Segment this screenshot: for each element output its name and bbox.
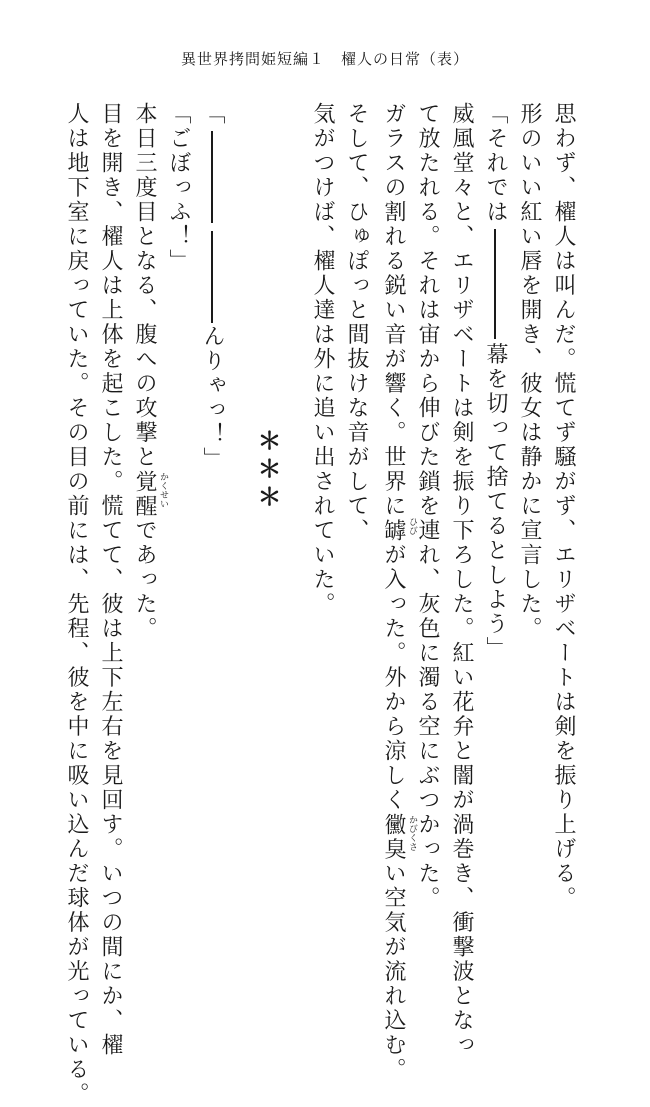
ruby-word	[381, 812, 417, 862]
text-line: 「それでは	[483, 102, 508, 225]
text-line: が入った。外から涼しく	[381, 543, 406, 813]
ruby-base: 罅	[381, 518, 406, 543]
ruby-text: ひび	[407, 516, 417, 535]
section-break: ＊＊＊	[253, 428, 282, 512]
em-dash	[480, 225, 510, 343]
text-line: 幕を切って捨てるとしよう」	[483, 342, 508, 661]
text-column	[514, 102, 544, 641]
text-line: 気がつけば、櫂人達は外に追い出されていた。	[310, 102, 335, 617]
text-column	[163, 102, 193, 274]
text-line: であった。	[132, 518, 157, 641]
text-column	[548, 102, 578, 911]
text-line: 威風堂々と、エリザベートは剣を振り下ろした。紅い花弁と闇が渦巻き、衝撃波となっ	[449, 102, 474, 1058]
text-column	[341, 102, 371, 543]
text-line: 人は地下室に戻っていた。その目の前には、先程、彼を中に吸い込んだ球体が光っている。	[64, 102, 89, 1107]
ruby-word	[381, 516, 417, 544]
ruby-text: かびくさ	[407, 814, 417, 851]
text-column	[197, 102, 227, 472]
text-column	[378, 102, 417, 1082]
em-dash	[197, 127, 227, 227]
text-column	[412, 102, 442, 911]
text-line: 思わず、櫂人は叫んだ。慌てず騒がず、エリザベートは剣を振り上げる。	[551, 102, 576, 911]
text-line: 「ごぼっふ！」	[166, 102, 191, 274]
em-dash	[197, 227, 227, 325]
text-line: 目を開き、櫂人は上体を起こした。慌てて、彼は上下左右を見回す。いつの間にか、櫂	[98, 102, 123, 1058]
text-column	[129, 102, 168, 641]
ruby-base: 黴臭	[381, 812, 406, 862]
text-column	[95, 102, 125, 1058]
text-column	[480, 102, 510, 661]
text-line: ガラスの割れる鋭い音が響く。世界に	[381, 102, 406, 519]
ruby-text: かくせい	[158, 471, 168, 508]
text-line: 本日三度目となる、腹への攻撃と	[132, 102, 157, 470]
ruby-base: 覚醒	[132, 469, 157, 519]
running-header: 異世界拷問姫短編１ 櫂人の日常（表）	[180, 50, 469, 68]
text-line: そして、ひゅぽっと間抜けな音がして、	[344, 102, 369, 543]
ruby-word	[132, 469, 168, 519]
text-line: 「	[200, 102, 225, 127]
text-line: 形のいい紅い唇を開き、彼女は静かに宣言した。	[517, 102, 542, 641]
text-column	[446, 102, 476, 1058]
text-line: んりゃっ！」	[200, 324, 225, 472]
text-line: い空気が流れ込む。	[381, 861, 406, 1082]
text-column	[61, 102, 91, 1107]
text-column	[307, 102, 337, 617]
text-line: て放たれる。それは宙から伸びた鎖を連れ、灰色に濁る空にぶつかった。	[415, 102, 440, 911]
